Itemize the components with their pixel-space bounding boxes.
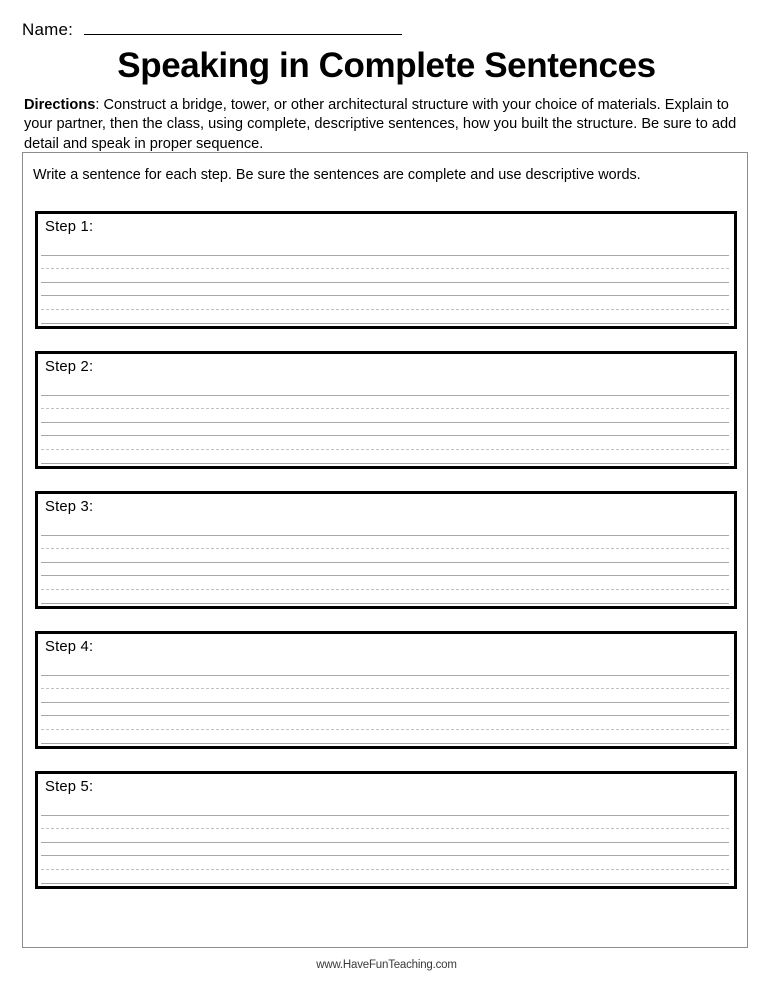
writing-lines[interactable] — [41, 662, 729, 744]
writing-line-solid[interactable] — [41, 843, 729, 857]
step-label: Step 5: — [45, 779, 94, 795]
writing-line-solid[interactable] — [41, 549, 729, 563]
writing-line-solid[interactable] — [41, 269, 729, 283]
step-box[interactable] — [35, 631, 737, 749]
writing-line-solid[interactable] — [41, 730, 729, 744]
step-label: Step 1: — [45, 219, 94, 235]
writing-line-solid[interactable] — [41, 829, 729, 843]
writing-line-solid[interactable] — [41, 703, 729, 717]
activity-container — [22, 152, 748, 948]
writing-line-dotted[interactable] — [41, 436, 729, 450]
writing-line-solid[interactable] — [41, 450, 729, 464]
writing-line-solid[interactable] — [41, 409, 729, 423]
step-box[interactable] — [35, 351, 737, 469]
writing-line-solid[interactable] — [41, 423, 729, 437]
step-box[interactable] — [35, 211, 737, 329]
writing-line-dotted[interactable] — [41, 536, 729, 550]
name-field-row — [22, 20, 402, 40]
footer-url[interactable]: www.HaveFunTeaching.com — [316, 959, 457, 971]
page-title: Speaking in Complete Sentences — [117, 46, 656, 85]
writing-line-solid[interactable] — [41, 563, 729, 577]
writing-line-dotted[interactable] — [41, 816, 729, 830]
name-write-line[interactable] — [84, 21, 402, 35]
writing-lines[interactable] — [41, 242, 729, 324]
directions-paragraph — [24, 96, 750, 154]
directions-text: Construct a bridge, tower, or other architectural structure with your choice of materials. Explain to your partner, then the class, using complete, descriptive sentences, how you built the structure. Be sure to add detail and speak in proper sequence. — [24, 97, 737, 152]
writing-line-solid[interactable] — [41, 590, 729, 604]
writing-lines[interactable] — [41, 522, 729, 604]
writing-line-solid[interactable] — [41, 382, 729, 396]
inner-instruction: Write a sentence for each step. Be sure the sentences are complete and use descriptive words. — [33, 167, 641, 183]
writing-line-solid[interactable] — [41, 522, 729, 536]
directions-separator: : — [95, 97, 104, 113]
writing-line-dotted[interactable] — [41, 296, 729, 310]
writing-line-solid[interactable] — [41, 662, 729, 676]
directions-label: Directions — [24, 97, 96, 113]
step-box[interactable] — [35, 491, 737, 609]
writing-line-dotted[interactable] — [41, 256, 729, 270]
writing-lines[interactable] — [41, 382, 729, 464]
step-label: Step 2: — [45, 359, 94, 375]
writing-line-solid[interactable] — [41, 310, 729, 324]
step-box[interactable] — [35, 771, 737, 889]
writing-line-dotted[interactable] — [41, 396, 729, 410]
writing-line-dotted[interactable] — [41, 856, 729, 870]
writing-line-dotted[interactable] — [41, 716, 729, 730]
writing-line-solid[interactable] — [41, 802, 729, 816]
step-label: Step 4: — [45, 639, 94, 655]
writing-line-solid[interactable] — [41, 689, 729, 703]
step-label: Step 3: — [45, 499, 94, 515]
writing-line-dotted[interactable] — [41, 676, 729, 690]
writing-line-solid[interactable] — [41, 870, 729, 884]
writing-line-solid[interactable] — [41, 283, 729, 297]
writing-line-solid[interactable] — [41, 242, 729, 256]
writing-lines[interactable] — [41, 802, 729, 884]
name-label: Name: — [22, 20, 74, 39]
writing-line-dotted[interactable] — [41, 576, 729, 590]
steps-list — [35, 211, 737, 889]
